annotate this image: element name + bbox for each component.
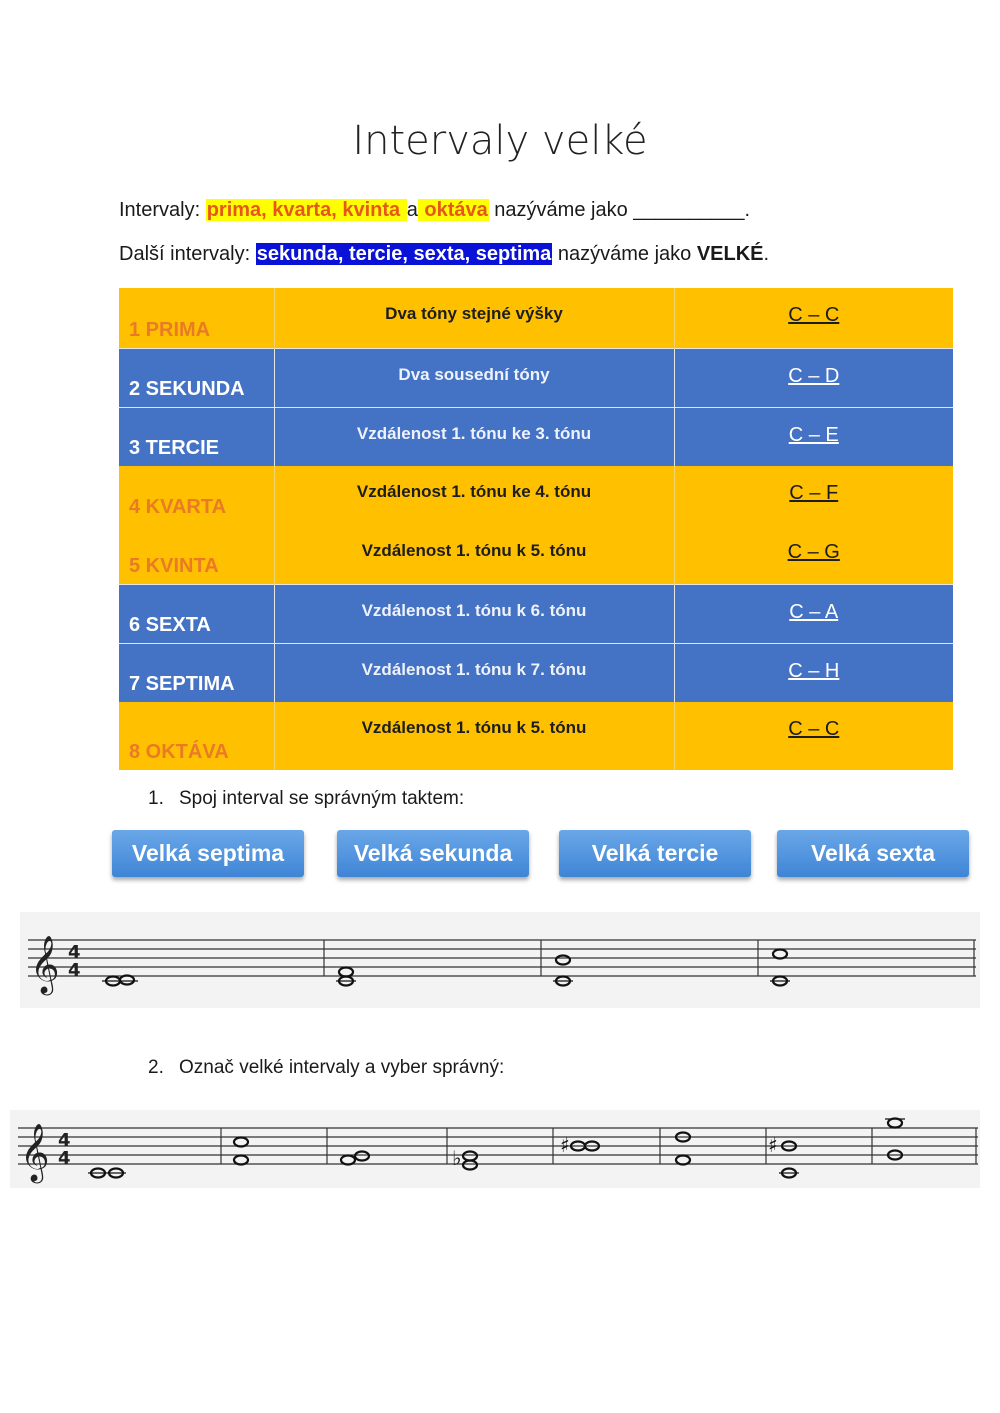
task-1-number: 1. — [148, 788, 164, 809]
button-velka-sexta[interactable]: Velká sexta — [777, 830, 969, 877]
intro-line-1 — [119, 199, 750, 222]
treble-clef-icon: 𝄞 — [20, 1123, 50, 1181]
table-cell — [119, 702, 274, 770]
highlight-major-intervals: sekunda, tercie, sexta, septima — [256, 243, 552, 265]
interval-description: Vzdálenost 1. tónu ke 4. tónu — [356, 482, 592, 501]
table-cell — [674, 643, 953, 702]
task-2-text: Označ velké intervaly a vyber správný: — [179, 1057, 505, 1078]
table-cell — [674, 525, 953, 584]
note-head — [888, 1119, 902, 1128]
interval-notes-link[interactable]: C – F — [789, 482, 839, 504]
interval-notes-link[interactable]: C – E — [788, 423, 839, 446]
interval-description: Vzdálenost 1. tónu k 5. tónu — [361, 541, 587, 560]
note-head — [676, 1156, 690, 1165]
table-cell — [674, 584, 953, 643]
table-cell — [274, 584, 674, 643]
table-cell — [274, 348, 674, 407]
intro-line1-prefix: Intervaly: — [119, 199, 206, 221]
interval-name: 4 KVARTA — [129, 496, 227, 518]
highlight-oktava: oktáva — [418, 199, 488, 221]
table-cell — [674, 407, 953, 466]
interval-name: 3 TERCIE — [129, 437, 220, 459]
interval-description: Vzdálenost 1. tónu k 7. tónu — [361, 659, 587, 679]
table-cell — [119, 288, 274, 348]
time-signature-top: 4 — [68, 942, 81, 963]
note-head — [463, 1152, 477, 1161]
intro-line2-bold: VELKÉ — [696, 243, 764, 265]
treble-clef-icon: 𝄞 — [30, 935, 60, 993]
music-staff-1[interactable] — [0, 912, 1000, 1012]
table-cell — [119, 466, 274, 525]
interval-row — [119, 407, 953, 466]
music-staff-2[interactable] — [0, 1110, 1000, 1195]
table-cell — [674, 348, 953, 407]
button-velka-septima[interactable]: Velká septima — [112, 830, 304, 877]
time-signature-bottom: 4 — [68, 960, 81, 981]
interval-row — [119, 584, 953, 643]
table-cell — [119, 643, 274, 702]
task-2 — [148, 1057, 504, 1079]
note-head — [120, 976, 134, 985]
interval-description: Dva sousední tóny — [398, 364, 550, 384]
interval-notes-link[interactable]: C – H — [788, 659, 840, 682]
sharp-icon: ♯ — [560, 1133, 570, 1157]
note-head — [463, 1161, 477, 1170]
interval-description: Vzdálenost 1. tónu k 6. tónu — [361, 600, 587, 620]
table-cell — [274, 643, 674, 702]
interval-row — [119, 525, 953, 584]
table-cell — [674, 288, 953, 348]
note-head — [339, 968, 353, 977]
table-cell — [274, 288, 674, 348]
interval-row — [119, 288, 953, 348]
interval-name: 1 PRIMA — [129, 318, 211, 341]
note-head — [341, 1156, 355, 1165]
table-cell — [274, 525, 674, 584]
interval-notes-link[interactable]: C – G — [787, 541, 840, 563]
interval-row — [119, 702, 953, 770]
intro-line-2 — [119, 243, 769, 266]
table-cell — [274, 466, 674, 525]
table-cell — [274, 407, 674, 466]
task-1 — [148, 788, 464, 810]
interval-description: Vzdálenost 1. tónu k 5. tónu — [361, 718, 587, 737]
table-cell — [274, 702, 674, 770]
button-velka-tercie[interactable]: Velká tercie — [559, 830, 751, 877]
interval-name: 6 SEXTA — [129, 613, 211, 636]
interval-row — [119, 643, 953, 702]
interval-row — [119, 466, 953, 525]
time-signature-bottom: 4 — [58, 1148, 71, 1169]
interval-notes-link[interactable]: C – C — [788, 304, 840, 326]
table-cell — [119, 407, 274, 466]
interval-name: 5 KVINTA — [129, 554, 219, 577]
table-cell — [674, 702, 953, 770]
interval-name: 2 SEKUNDA — [129, 377, 245, 400]
button-velka-sekunda[interactable]: Velká sekunda — [337, 830, 529, 877]
interval-description: Vzdálenost 1. tónu ke 3. tónu — [356, 423, 592, 443]
intro-line1-suffix: nazýváme jako __________. — [488, 199, 751, 221]
sharp-icon: ♯ — [768, 1133, 778, 1157]
table-cell — [119, 525, 274, 584]
intro-line1-and: a — [406, 199, 418, 221]
table-cell — [674, 466, 953, 525]
interval-description: Dva tóny stejné výšky — [385, 304, 563, 323]
note-head — [234, 1156, 248, 1165]
note-head — [355, 1152, 369, 1161]
intro-line2-end: . — [763, 243, 770, 265]
note-head — [234, 1138, 248, 1147]
task-1-text: Spoj interval se správným taktem: — [179, 788, 465, 809]
flat-icon: ♭ — [452, 1146, 462, 1170]
table-cell — [119, 348, 274, 407]
intro-line2-prefix: Další intervaly: — [119, 243, 256, 265]
interval-name: 7 SEPTIMA — [129, 673, 235, 695]
intervals-table — [119, 288, 953, 770]
task-2-number: 2. — [148, 1057, 164, 1078]
interval-notes-link[interactable]: C – D — [788, 364, 840, 387]
highlight-perfect-intervals: prima, kvarta, kvinta — [206, 199, 406, 221]
interval-row — [119, 348, 953, 407]
interval-notes-link[interactable]: C – C — [788, 718, 840, 740]
interval-notes-link[interactable]: C – A — [789, 600, 839, 623]
interval-name: 8 OKTÁVA — [129, 741, 229, 763]
table-cell — [119, 584, 274, 643]
note-head — [556, 956, 570, 965]
note-head — [773, 950, 787, 959]
page-title: Intervaly velké — [352, 118, 648, 164]
time-signature-top: 4 — [58, 1130, 71, 1151]
intro-line2-mid: nazýváme jako — [552, 243, 697, 265]
